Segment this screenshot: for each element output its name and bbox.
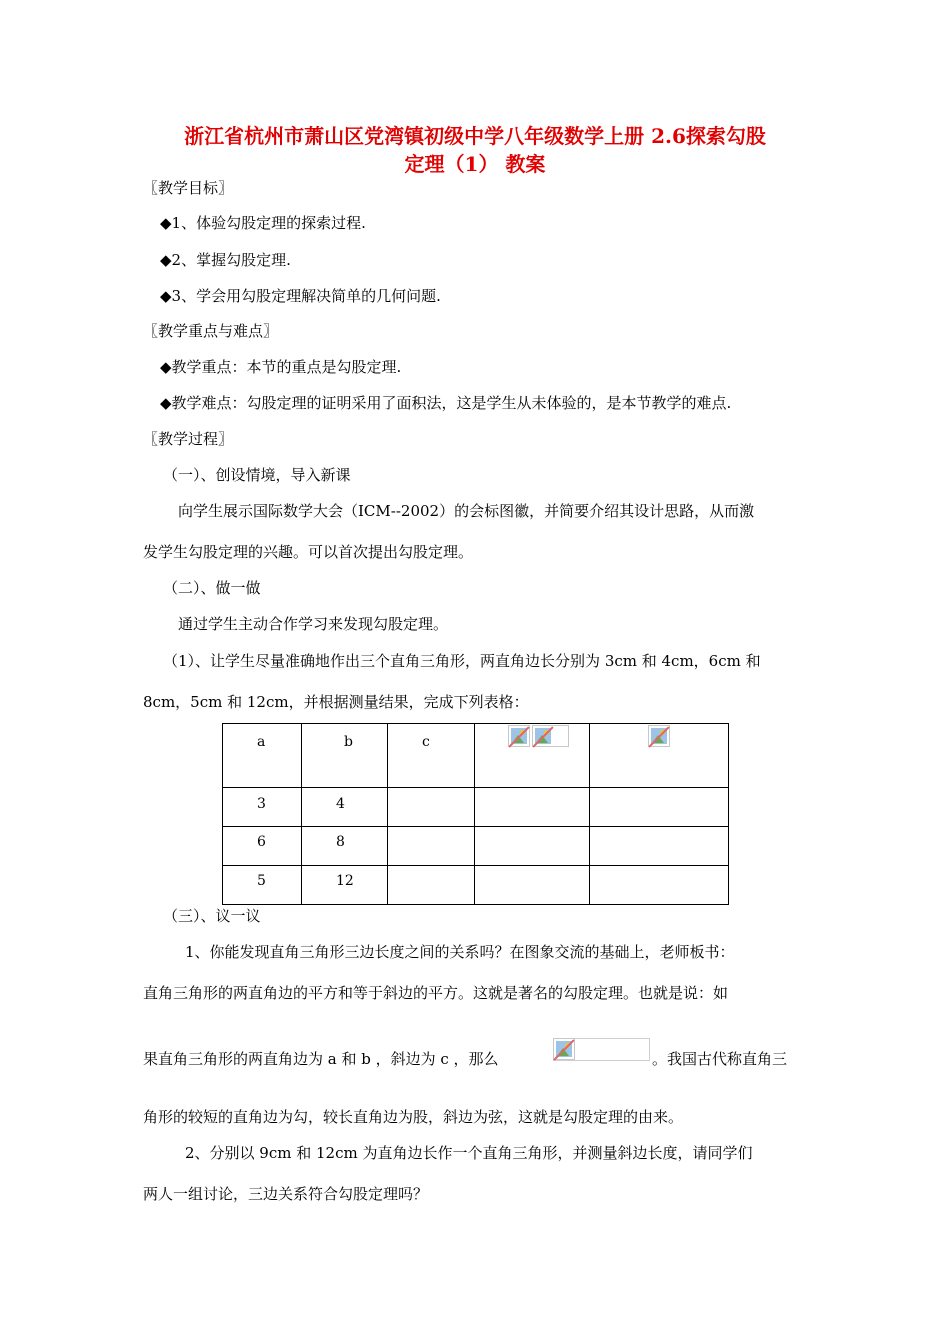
cell-b: 8 [336,834,345,850]
objectives-heading: 〖教学目标〗 [143,179,234,197]
part2-paragraph-line1: 通过学生主动合作学习来发现勾股定理。 [178,615,449,633]
part1-heading: （一）、创设情境，导入新课 [163,466,351,484]
cell-b: 4 [336,796,345,812]
objective-item-3: ◆3、学会用勾股定理解决简单的几何问题. [160,287,441,305]
part3-p2-line1: 2、分别以 9cm 和 12cm 为直角边长作一个直角三角形，并测量斜边长度，请同学们 [185,1144,753,1162]
part2-heading: （二）、做一做 [163,579,261,597]
keypoints-heading: 〖教学重点与难点〗 [143,322,279,340]
table-header-cell [388,724,475,788]
cell-a: 3 [257,796,266,812]
table-row [223,827,729,866]
broken-image-icon [553,1038,575,1060]
process-heading: 〖教学过程〗 [143,430,234,448]
cell-a: 5 [257,873,266,889]
part3-p1-line3a: 果直角三角形的两直角边为 a 和 b ，斜边为 c ，那么 [143,1050,499,1068]
header-a: a [257,734,266,750]
broken-image-icon [648,725,670,747]
keypoint-item-1: ◆教学重点：本节的重点是勾股定理. [160,358,402,376]
table-header-cell [302,724,388,788]
table-row [223,866,729,905]
broken-image-icon [532,725,569,747]
objective-item-1: ◆1、体验勾股定理的探索过程. [160,214,366,232]
header-c: c [422,734,430,750]
part3-p1-line2: 直角三角形的两直角边的平方和等于斜边的平方。这就是著名的勾股定理。也就是说：如 [143,984,729,1002]
part3-p1-line3b: 。我国古代称直角三 [652,1050,788,1068]
cell-b: 12 [336,873,354,889]
objective-item-2: ◆2、掌握勾股定理. [160,251,291,269]
part3-p2-line2: 两人一组讨论，三边关系符合勾股定理吗？ [143,1185,429,1203]
table-header-cell [223,724,302,788]
part3-heading: （三）、议一议 [163,907,261,925]
part3-p1-line4: 角形的较短的直角边为勾，较长直角边为股，斜边为弦，这就是勾股定理的由来。 [143,1108,684,1126]
broken-image-icon [508,725,530,747]
header-b: b [344,734,353,750]
part1-paragraph-line2: 发学生勾股定理的兴趣。可以首次提出勾股定理。 [143,543,474,561]
part1-paragraph-line1: 向学生展示国际数学大会（ICM--2002）的会标图徽，并简要介绍其设计思路，从而激 [178,502,755,520]
document-title-line1: 浙江省杭州市萧山区党湾镇初级中学八年级数学上册 2.6探索勾股 [184,124,766,148]
cell-a: 6 [257,834,266,850]
table-header-cell [590,724,729,788]
keypoint-item-2: ◆教学难点：勾股定理的证明采用了面积法，这是学生从未体验的，是本节教学的难点. [160,394,732,412]
formula-image-placeholder [553,1038,650,1061]
part2-paragraph-line3: 8cm，5cm 和 12cm，并根据测量结果，完成下列表格： [143,693,529,711]
table-row [223,788,729,827]
measurement-table [222,723,729,905]
part3-p1-line1: 1、你能发现直角三角形三边长度之间的关系吗？在图象交流的基础上，老师板书： [185,943,735,961]
document-title-line2: 定理（1） 教案 [404,152,546,176]
part2-paragraph-line2: （1）、让学生尽量准确地作出三个直角三角形，两直角边长分别为 3cm 和 4cm，6cm 和 [163,652,761,670]
table-header-cell [475,724,590,788]
